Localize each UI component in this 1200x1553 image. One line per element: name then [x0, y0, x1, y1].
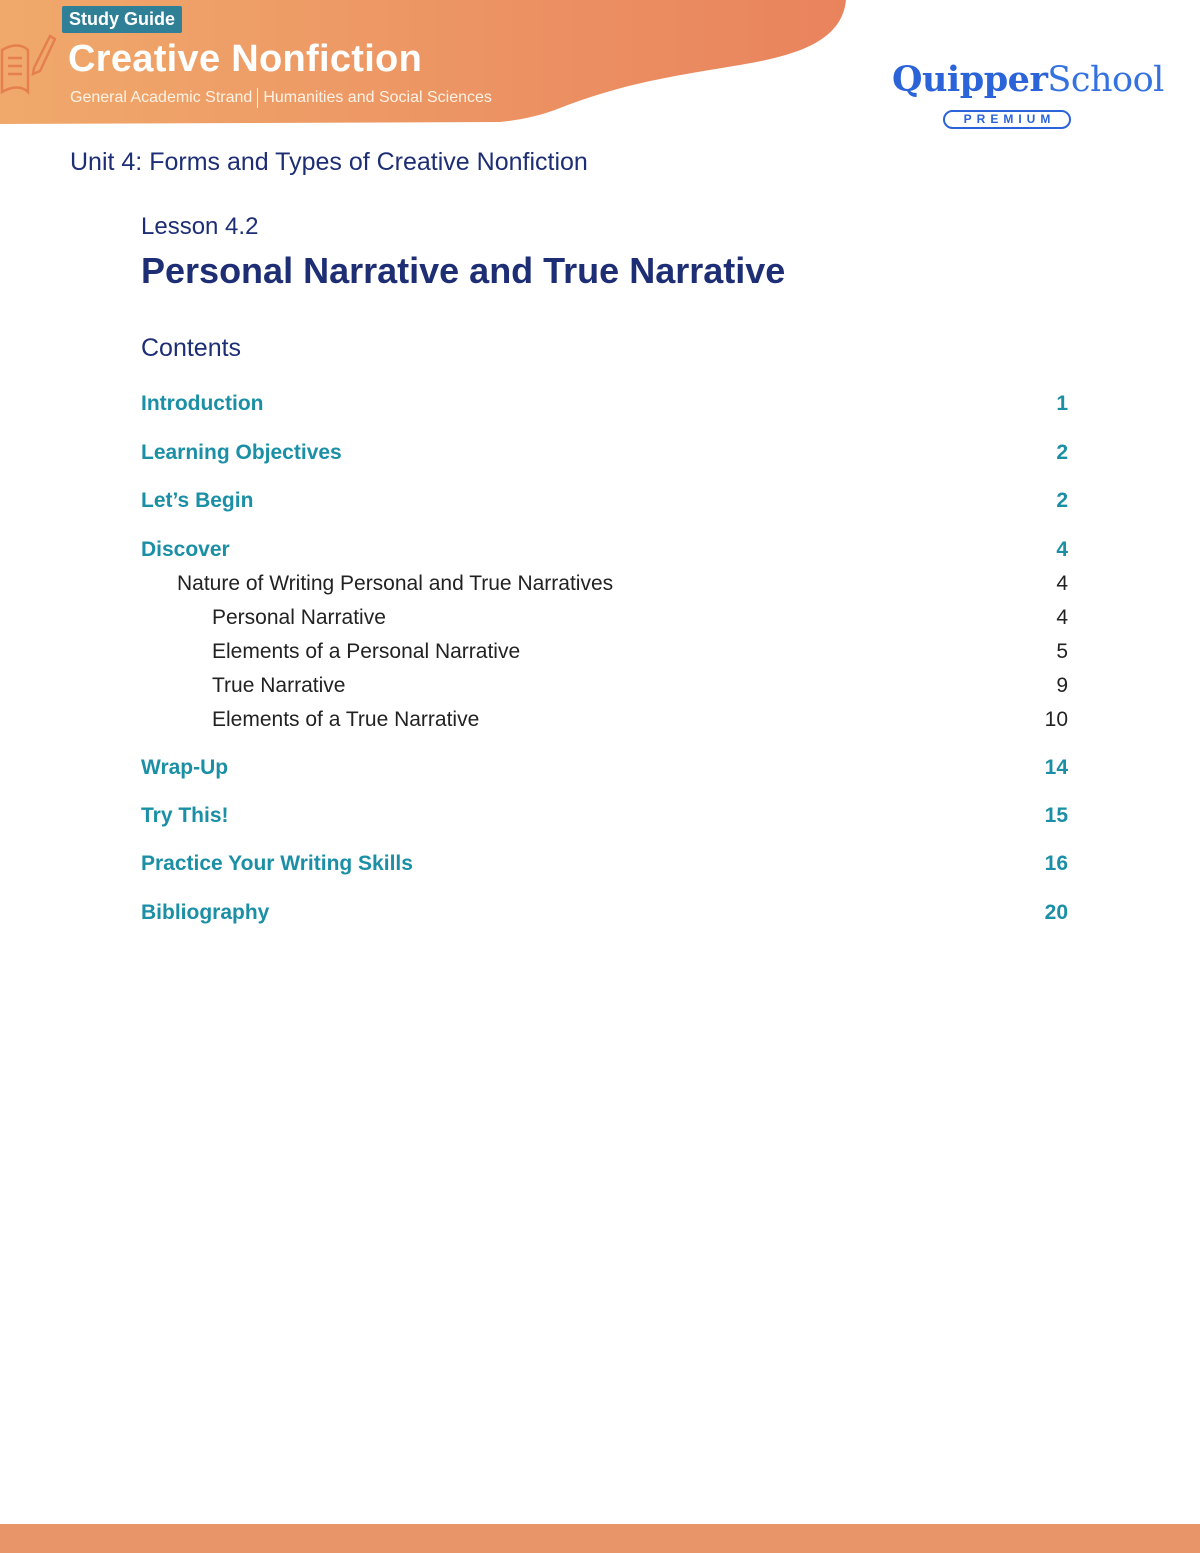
toc-item-lets-begin[interactable] [141, 489, 1068, 519]
toc-item-practice-writing-skills[interactable] [141, 852, 1068, 882]
toc-label: Learning Objectives [141, 441, 342, 464]
toc-page: 4 [1056, 538, 1068, 561]
toc-label: Introduction [141, 392, 264, 415]
toc-item-personal-narrative[interactable] [141, 606, 1068, 636]
toc-label: Practice Your Writing Skills [141, 852, 413, 875]
toc-label: Try This! [141, 804, 229, 827]
course-title: Creative Nonfiction [68, 38, 423, 80]
toc-item-wrap-up[interactable] [141, 756, 1068, 786]
toc-label: Discover [141, 538, 230, 561]
toc-page: 14 [1044, 756, 1068, 779]
toc-page: 4 [1056, 572, 1068, 595]
strand-line [70, 88, 492, 108]
footer-band [0, 1524, 1200, 1553]
toc-item-discover[interactable] [141, 538, 1068, 568]
toc-label: Elements of a True Narrative [212, 708, 480, 731]
toc-page: 15 [1044, 804, 1068, 827]
strand-label: General Academic Strand [70, 89, 253, 107]
toc-label: Bibliography [141, 901, 270, 924]
toc-item-introduction[interactable] [141, 392, 1068, 422]
quipper-school-logo [892, 59, 1164, 135]
study-guide-badge: Study Guide [62, 6, 182, 33]
premium-pill: PREMIUM [943, 110, 1071, 129]
toc-label: Let’s Begin [141, 489, 254, 512]
toc-label: Personal Narrative [212, 606, 386, 629]
toc-label: Wrap-Up [141, 756, 229, 779]
contents-heading: Contents [141, 334, 242, 362]
toc-page: 4 [1056, 606, 1068, 629]
toc-item-bibliography[interactable] [141, 901, 1068, 931]
toc-label: Elements of a Personal Narrative [212, 640, 521, 663]
logo-wordmark [892, 59, 1164, 100]
toc-page: 20 [1044, 901, 1068, 924]
toc-page: 5 [1056, 640, 1068, 663]
toc-page: 1 [1056, 392, 1068, 415]
toc-page: 2 [1056, 489, 1068, 512]
toc-item-true-narrative[interactable] [141, 674, 1068, 704]
toc-page: 10 [1044, 708, 1068, 731]
toc-page: 16 [1044, 852, 1068, 875]
toc-item-learning-objectives[interactable] [141, 441, 1068, 471]
toc-item-try-this[interactable] [141, 804, 1068, 834]
track-label: Humanities and Social Sciences [263, 89, 492, 107]
toc-item-nature-of-writing[interactable] [141, 572, 1068, 602]
toc-page: 9 [1056, 674, 1068, 697]
logo-quipper: Quipper [892, 59, 1048, 100]
logo-school: School [1047, 60, 1164, 100]
toc-item-elements-personal-narrative[interactable] [141, 640, 1068, 670]
toc-label: Nature of Writing Personal and True Narratives [177, 572, 614, 595]
toc-page: 2 [1056, 441, 1068, 464]
unit-title: Unit 4: Forms and Types of Creative Nonfiction [70, 148, 588, 176]
strand-separator [257, 88, 258, 108]
lesson-title: Personal Narrative and True Narrative [141, 250, 786, 291]
lesson-number: Lesson 4.2 [141, 213, 259, 240]
book-pencil-icon [0, 30, 56, 96]
toc-label: True Narrative [212, 674, 346, 697]
toc-item-elements-true-narrative[interactable] [141, 708, 1068, 738]
